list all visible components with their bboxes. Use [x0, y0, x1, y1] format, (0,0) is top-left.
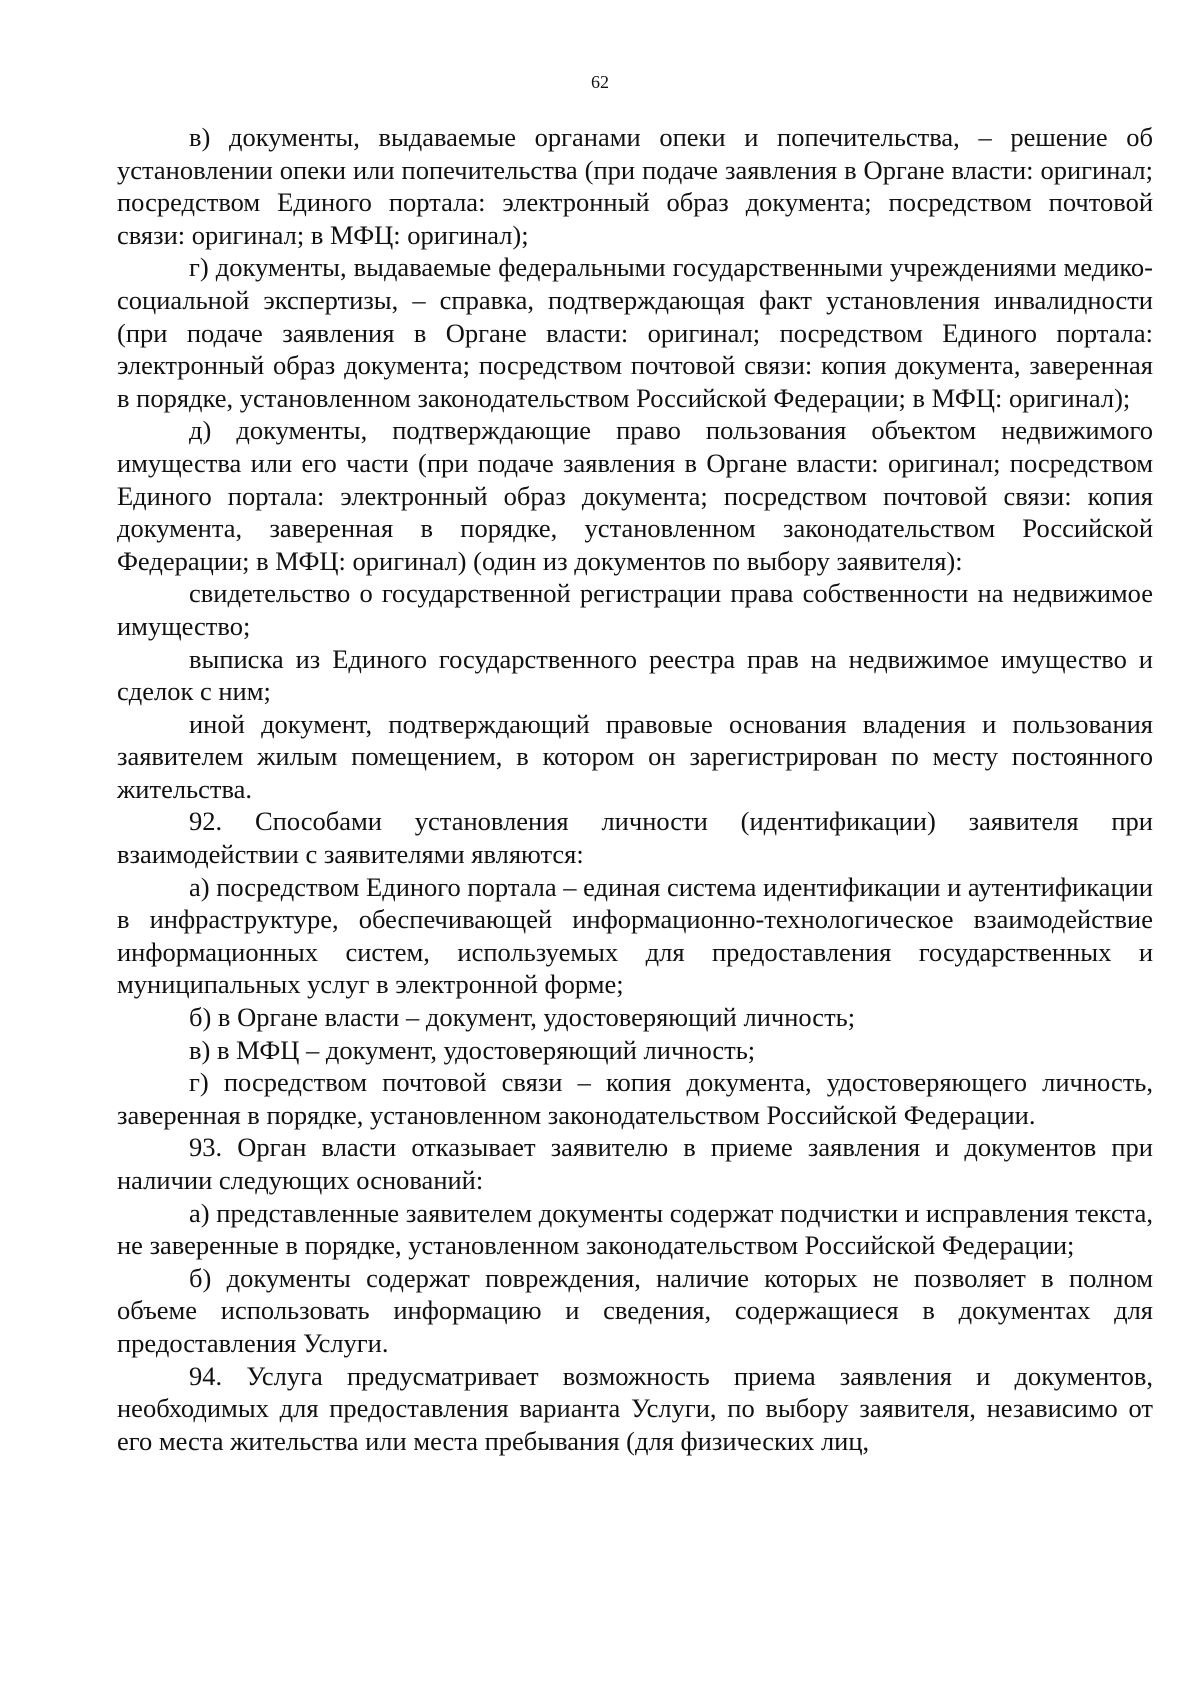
- paragraph-92v-mfc: в) в МФЦ – документ, удостоверяющий личность;: [189, 1034, 756, 1065]
- paragraph-92-identification-methods: 92. Способами установления личности (идентификации) заявителя при взаимодействии с заявителями являются:: [117, 806, 1153, 870]
- page-number: 62: [591, 72, 609, 92]
- paragraph-93a-corrections: а) представленные заявителем документы содержат подчистки и исправления текста, не заверенные в порядке, установленном законодательством Российской Федерации;: [117, 1197, 1153, 1261]
- paragraph-registry-extract: выписка из Единого государственного реестра прав на недвижимое имущество и сделок с ним;: [117, 643, 1153, 707]
- paragraph-93-refusal-grounds: 93. Орган власти отказывает заявителю в приеме заявления и документов при наличии следующих оснований:: [117, 1132, 1153, 1195]
- paragraph-93b-damage: б) документы содержат повреждения, наличие которых не позволяет в полном объеме использовать информацию и сведения, содержащиеся в документах для предоставления Услуги.: [117, 1262, 1153, 1358]
- document-body: [117, 121, 1153, 1457]
- paragraph-other-document: иной документ, подтверждающий правовые основания владения и пользования заявителем жилым помещением, в котором он зарегистрирован по месту постоянного жительства.: [117, 708, 1153, 804]
- paragraph-ownership-certificate: свидетельство о государственной регистрации права собственности на недвижимое имущество;: [117, 578, 1153, 641]
- paragraph-d-property-right-documents: д) документы, подтверждающие право пользования объектом недвижимого имущества или его части (при подаче заявления в Органе власти: оригинал; посредством Единого портала: электронный образ документа; посредством почтовой связи: копия документа, заверенная в порядке, установленном законодательством Российской Федерации; в МФЦ: оригинал) (один из документов по выбору заявителя):: [117, 415, 1153, 576]
- paragraph-92g-postal: г) посредством почтовой связи – копия документа, удостоверяющего личность, заверенная в порядке, установленном законодательством Российской Федерации.: [117, 1067, 1153, 1130]
- paragraph-92a-unified-portal: а) посредством Единого портала – единая система идентификации и аутентификации в инфраструктуре, обеспечивающей информационно-технологическое взаимодействие информационных систем, используемых для предоставления государственных и муниципальных услуг в электронной форме;: [117, 871, 1153, 1000]
- paragraph-92b-authority: б) в Органе власти – документ, удостоверяющий личность;: [189, 1002, 856, 1033]
- paragraph-94-extraterritorial: 94. Услуга предусматривает возможность приема заявления и документов, необходимых для предоставления варианта Услуги, по выбору заявителя, независимо от его места жительства или места пребывания (для физических лиц,: [117, 1360, 1153, 1456]
- paragraph-v-guardianship-documents: в) документы, выдаваемые органами опеки и попечительства, – решение об установлении опеки или попечительства (при подаче заявления в Органе власти: оригинал; посредством Единого портала: электронный образ документа; посредством почтовой связи: оригинал; в МФЦ: оригинал);: [117, 122, 1153, 250]
- paragraph-g-disability-certificate: г) документы, выдаваемые федеральными государственными учреждениями медико-социальной экспертизы, – справка, подтверждающая факт установления инвалидности (при подаче заявления в Органе власти: оригинал; посредством Единого портала: электронный образ документа; посредством почтовой связи: копия документа, заверенная в порядке, установленном законодательством Российской Федерации; в МФЦ: оригинал);: [117, 252, 1153, 413]
